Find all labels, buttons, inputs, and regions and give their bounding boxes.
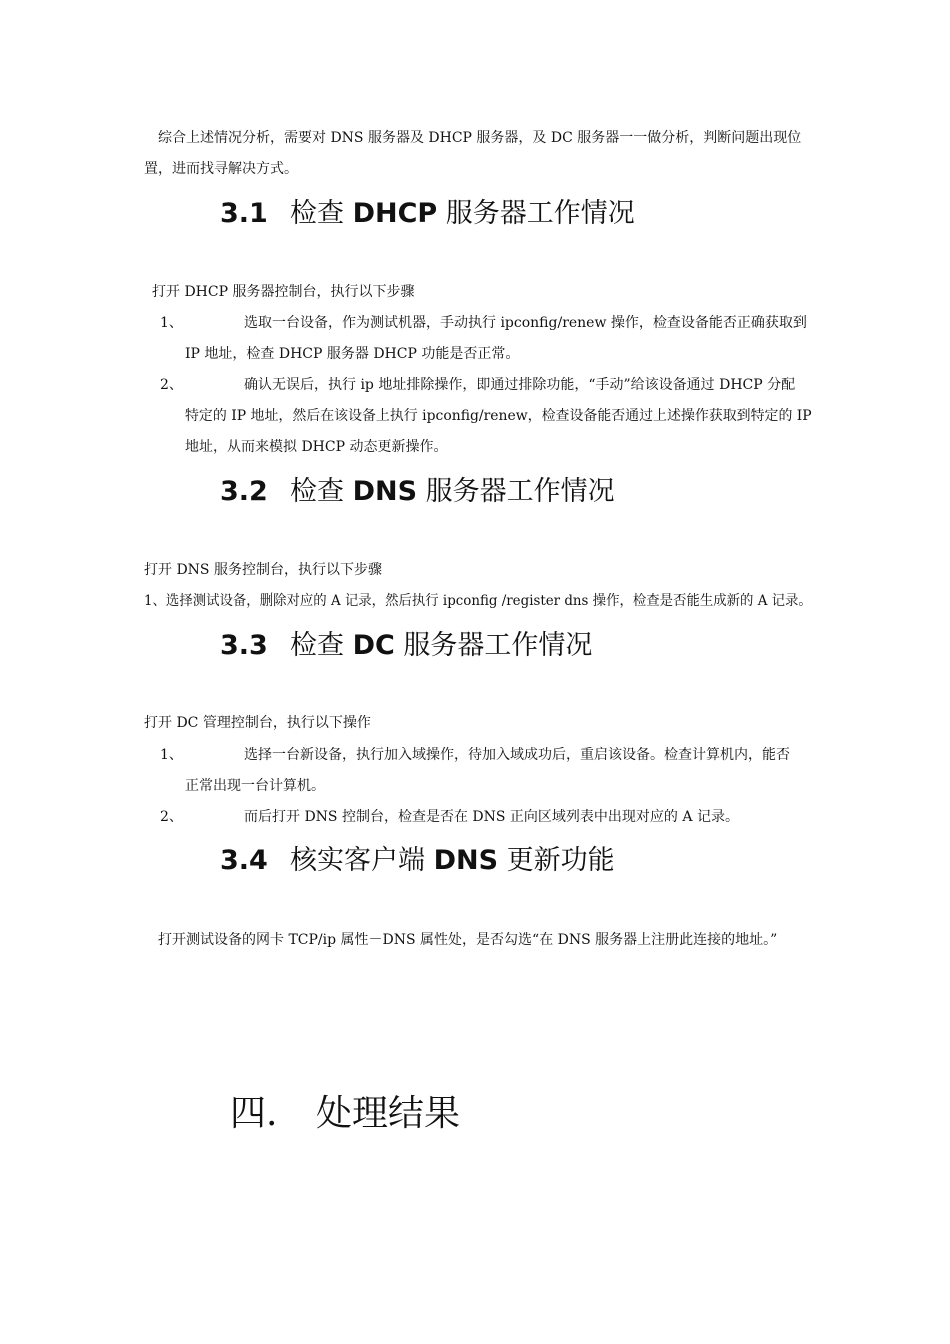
chapter-number: 四. xyxy=(230,1093,278,1134)
section-3-1-lead: 打开 DHCP 服务器控制台，执行以下步骤 xyxy=(152,284,415,300)
section-number: 3.2 xyxy=(220,476,268,507)
list-item-line: IP 地址，检查 DHCP 服务器 DHCP 功能是否正常。 xyxy=(185,346,520,362)
list-marker: 1、 xyxy=(160,747,183,763)
section-title-post: 服务器工作情况 xyxy=(437,198,635,229)
section-title-en: DNS xyxy=(352,476,418,507)
section-3-4-lead: 打开测试设备的网卡 TCP/ip 属性－DNS 属性处，是否勾选“在 DNS 服务器上注册此连接的地址。” xyxy=(158,932,778,948)
section-number: 3.3 xyxy=(220,630,268,661)
list-item-line: 地址，从而来模拟 DHCP 动态更新操作。 xyxy=(185,439,448,455)
section-title-en: DC xyxy=(352,630,395,661)
list-item-line: 正常出现一台计算机。 xyxy=(185,778,325,794)
section-title-post: 服务器工作情况 xyxy=(394,630,593,661)
section-title-en: DHCP xyxy=(352,198,438,229)
list-item-line: 选择一台新设备，执行加入域操作，待加入域成功后，重启该设备。检查计算机内，能否 xyxy=(244,747,790,763)
section-title-pre: 检查 xyxy=(290,198,353,229)
chapter-heading xyxy=(230,1092,460,1136)
section-heading-3-4 xyxy=(220,843,615,879)
section-title-pre: 检查 xyxy=(290,476,353,507)
section-title-post: 服务器工作情况 xyxy=(417,476,615,507)
list-marker: 2、 xyxy=(160,377,183,393)
list-marker: 1、 xyxy=(160,315,183,331)
section-title-pre: 核实客户端 xyxy=(290,845,434,876)
section-title-pre: 检查 xyxy=(290,630,353,661)
list-marker: 2、 xyxy=(160,809,183,825)
section-3-3-lead: 打开 DC 管理控制台，执行以下操作 xyxy=(144,715,371,731)
intro-line-2: 置，进而找寻解决方式。 xyxy=(144,161,298,177)
section-heading-3-1 xyxy=(220,196,635,232)
section-title-post: 更新功能 xyxy=(498,845,615,876)
list-item-line: 选取一台设备，作为测试机器，手动执行 ipconfig/renew 操作，检查设备能否正确获取到 xyxy=(244,315,807,331)
intro-line-1: 综合上述情况分析，需要对 DNS 服务器及 DHCP 服务器，及 DC 服务器一一做分析，判断问题出现位 xyxy=(158,130,802,146)
section-3-2-body: 1、选择测试设备，删除对应的 A 记录，然后执行 ipconfig /register dns 操作，检查是否能生成新的 A 记录。 xyxy=(144,593,812,609)
chapter-title: 处理结果 xyxy=(316,1093,461,1134)
section-heading-3-3 xyxy=(220,628,592,664)
list-item-line: 特定的 IP 地址，然后在该设备上执行 ipconfig/renew，检查设备能否通过上述操作获取到特定的 IP xyxy=(185,408,812,424)
section-3-2-lead: 打开 DNS 服务控制台，执行以下步骤 xyxy=(144,562,382,578)
section-number: 3.1 xyxy=(220,198,268,229)
list-item-line: 而后打开 DNS 控制台，检查是否在 DNS 正向区域列表中出现对应的 A 记录。 xyxy=(244,809,739,825)
section-title-en: DNS xyxy=(433,845,499,876)
section-number: 3.4 xyxy=(220,845,268,876)
list-item-line: 确认无误后，执行 ip 地址排除操作，即通过排除功能，“手动”给该设备通过 DHCP 分配 xyxy=(244,377,796,393)
section-heading-3-2 xyxy=(220,474,615,510)
